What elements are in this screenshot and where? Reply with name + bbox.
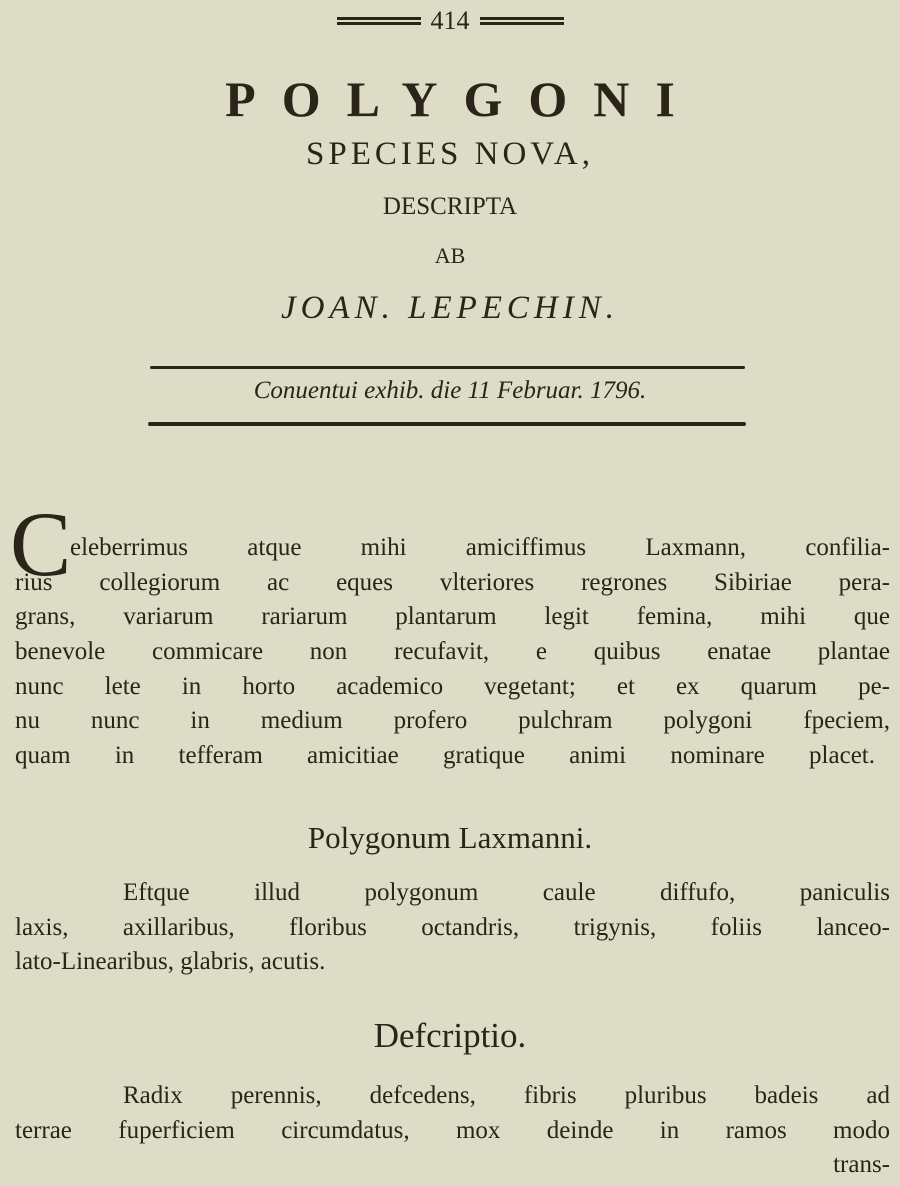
- text-line: laxis, axillaribus, floribus octandris, trigynis, foliis lanceo-: [15, 913, 890, 941]
- text-line: eleberrimus atque mihi amiciffimus Laxmann, confilia-: [70, 534, 890, 561]
- presentation-note: Conuentui exhib. die 11 Februar. 1796.: [253, 377, 647, 404]
- title-subtitle: SPECIES NOVA,: [306, 136, 594, 172]
- text-line: terrae fuperficiem circumdatus, mox deinde in ramos modo: [15, 1116, 890, 1144]
- text-line: trans-: [833, 1151, 890, 1179]
- divider-top: [150, 366, 745, 369]
- text-line: nu nunc in medium profero pulchram polygoni fpeciem,: [15, 707, 890, 735]
- title-ab: AB: [434, 243, 466, 268]
- author-name: JOAN. LEPECHIN.: [280, 290, 620, 326]
- title-descripta: DESCRIPTA: [382, 193, 518, 220]
- intro-paragraph: [15, 531, 890, 774]
- page-header: [0, 6, 900, 36]
- species-paragraph: [15, 876, 890, 980]
- description-heading: Defcriptio.: [373, 1016, 527, 1055]
- page-number: 414: [430, 6, 470, 35]
- text-line: benevole commicare non recufavit, e quibus enatae plantae: [15, 638, 890, 666]
- text-line: rius collegiorum ac eques vlteriores regrones Sibiriae pera-: [15, 568, 890, 596]
- title-main: POLYGONI: [225, 71, 701, 127]
- ornament-rule: [337, 17, 421, 25]
- ornament-rule: [480, 17, 564, 25]
- drop-cap: C: [10, 493, 72, 595]
- divider-bottom: [148, 422, 746, 426]
- text-line: quam in tefferam amicitiae gratique animi nominare placet.: [15, 742, 875, 770]
- text-line: lato-Linearibus, glabris, acutis.: [15, 948, 326, 976]
- text-line: nunc lete in horto academico vegetant; et ex quarum pe-: [15, 672, 890, 700]
- text-line: Radix perennis, defcedens, fibris pluribus badeis ad: [123, 1082, 890, 1109]
- text-line: grans, variarum rariarum plantarum legit femina, mihi que: [15, 603, 890, 631]
- species-heading: Polygonum Laxmanni.: [307, 820, 593, 855]
- text-line: Eftque illud polygonum caule diffufo, paniculis: [123, 879, 890, 906]
- description-paragraph: [15, 1079, 890, 1183]
